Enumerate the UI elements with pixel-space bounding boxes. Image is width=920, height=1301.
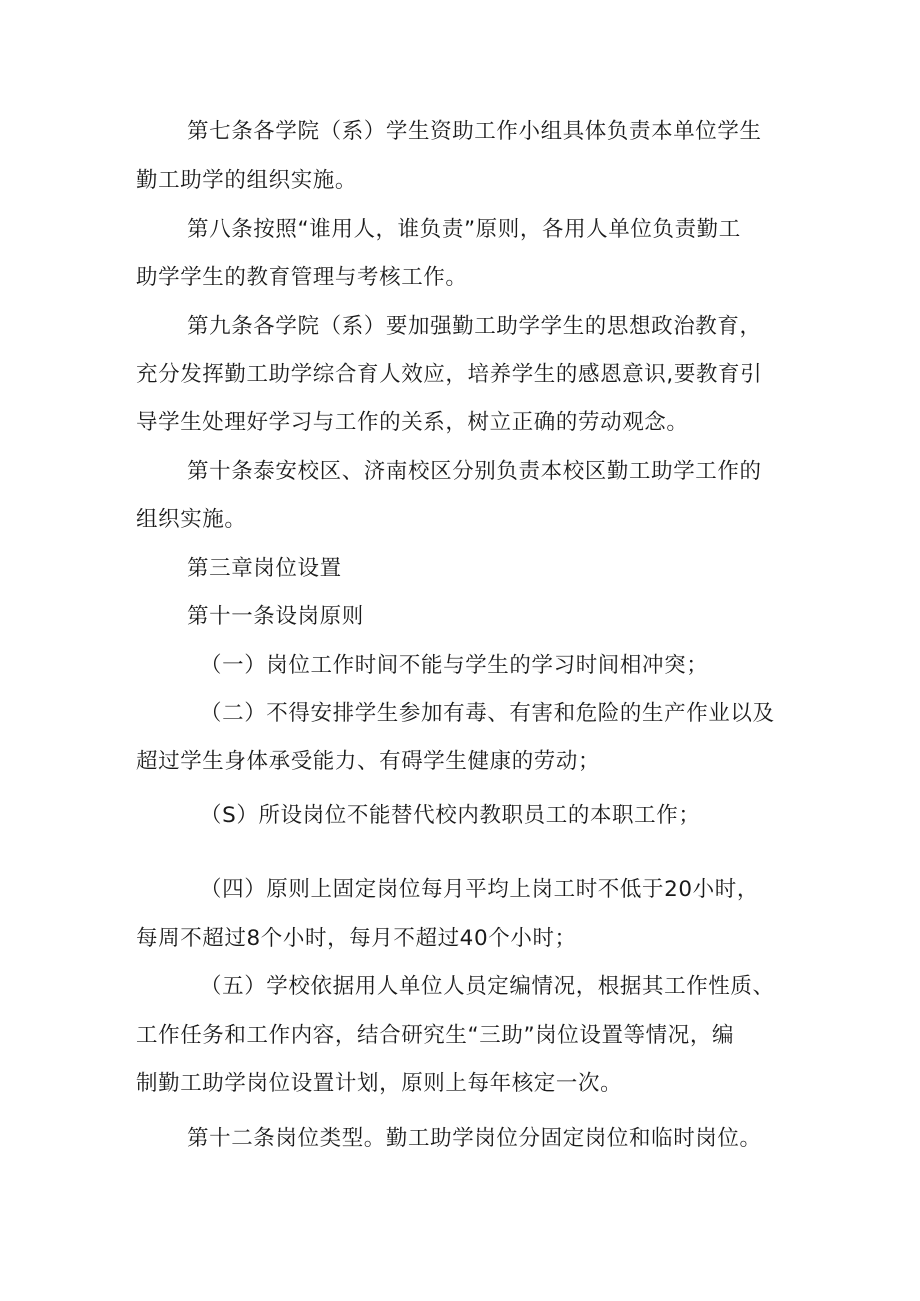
paragraph-line: 第九条各学院（系）要加强勤工助学学生的思想政治教育， [187,314,762,339]
list-item: （一）岗位工作时间不能与学生的学习时间相冲突； [200,653,709,678]
paragraph-line: 第十条泰安校区、济南校区分别负责本校区勤工助学工作的 [187,459,762,484]
chapter-heading: 第三章岗位设置 [187,556,342,581]
list-item: （五）学校依据用人单位人员定编情况，根据其工作性质、 [200,974,775,999]
paragraph-line: 第七条各学院（系）学生资助工作小组具体负责本单位学生 [187,119,762,144]
list-item: （S）所设岗位不能替代校内教职员工的本职工作； [200,803,701,828]
paragraph-line: 充分发挥勤工助学综合育人效应，培养学生的感恩意识,要教育引 [136,362,763,387]
paragraph-line: 工作任务和工作内容，结合研究生“三助”岗位设置等情况，编 [136,1023,735,1048]
paragraph-line: 助学学生的教育管理与考核工作。 [136,265,468,290]
paragraph-line: 导学生处理好学习与工作的关系，树立正确的劳动观念。 [136,410,689,435]
paragraph-line: 每周不超过8个小时，每月不超过40个小时； [136,926,577,951]
paragraph-line: 超过学生身体承受能力、有碍学生健康的劳动； [136,749,601,774]
paragraph-line: 组织实施。 [136,507,247,532]
paragraph-line: 第八条按照“谁用人，谁负责”原则，各用人单位负责勤工 [187,217,741,242]
list-item: （二）不得安排学生参加有毒、有害和危险的生产作业以及 [200,701,775,726]
article-heading: 第十一条设岗原则 [187,604,364,629]
paragraph-line: 第十二条岗位类型。勤工助学岗位分固定岗位和临时岗位。 [187,1126,762,1151]
list-item: （四）原则上固定岗位每月平均上岗工时不低于20小时， [200,877,759,902]
paragraph-line: 勤工助学的组织实施。 [136,168,358,193]
paragraph-line: 制勤工助学岗位设置计划，原则上每年核定一次。 [136,1071,623,1096]
